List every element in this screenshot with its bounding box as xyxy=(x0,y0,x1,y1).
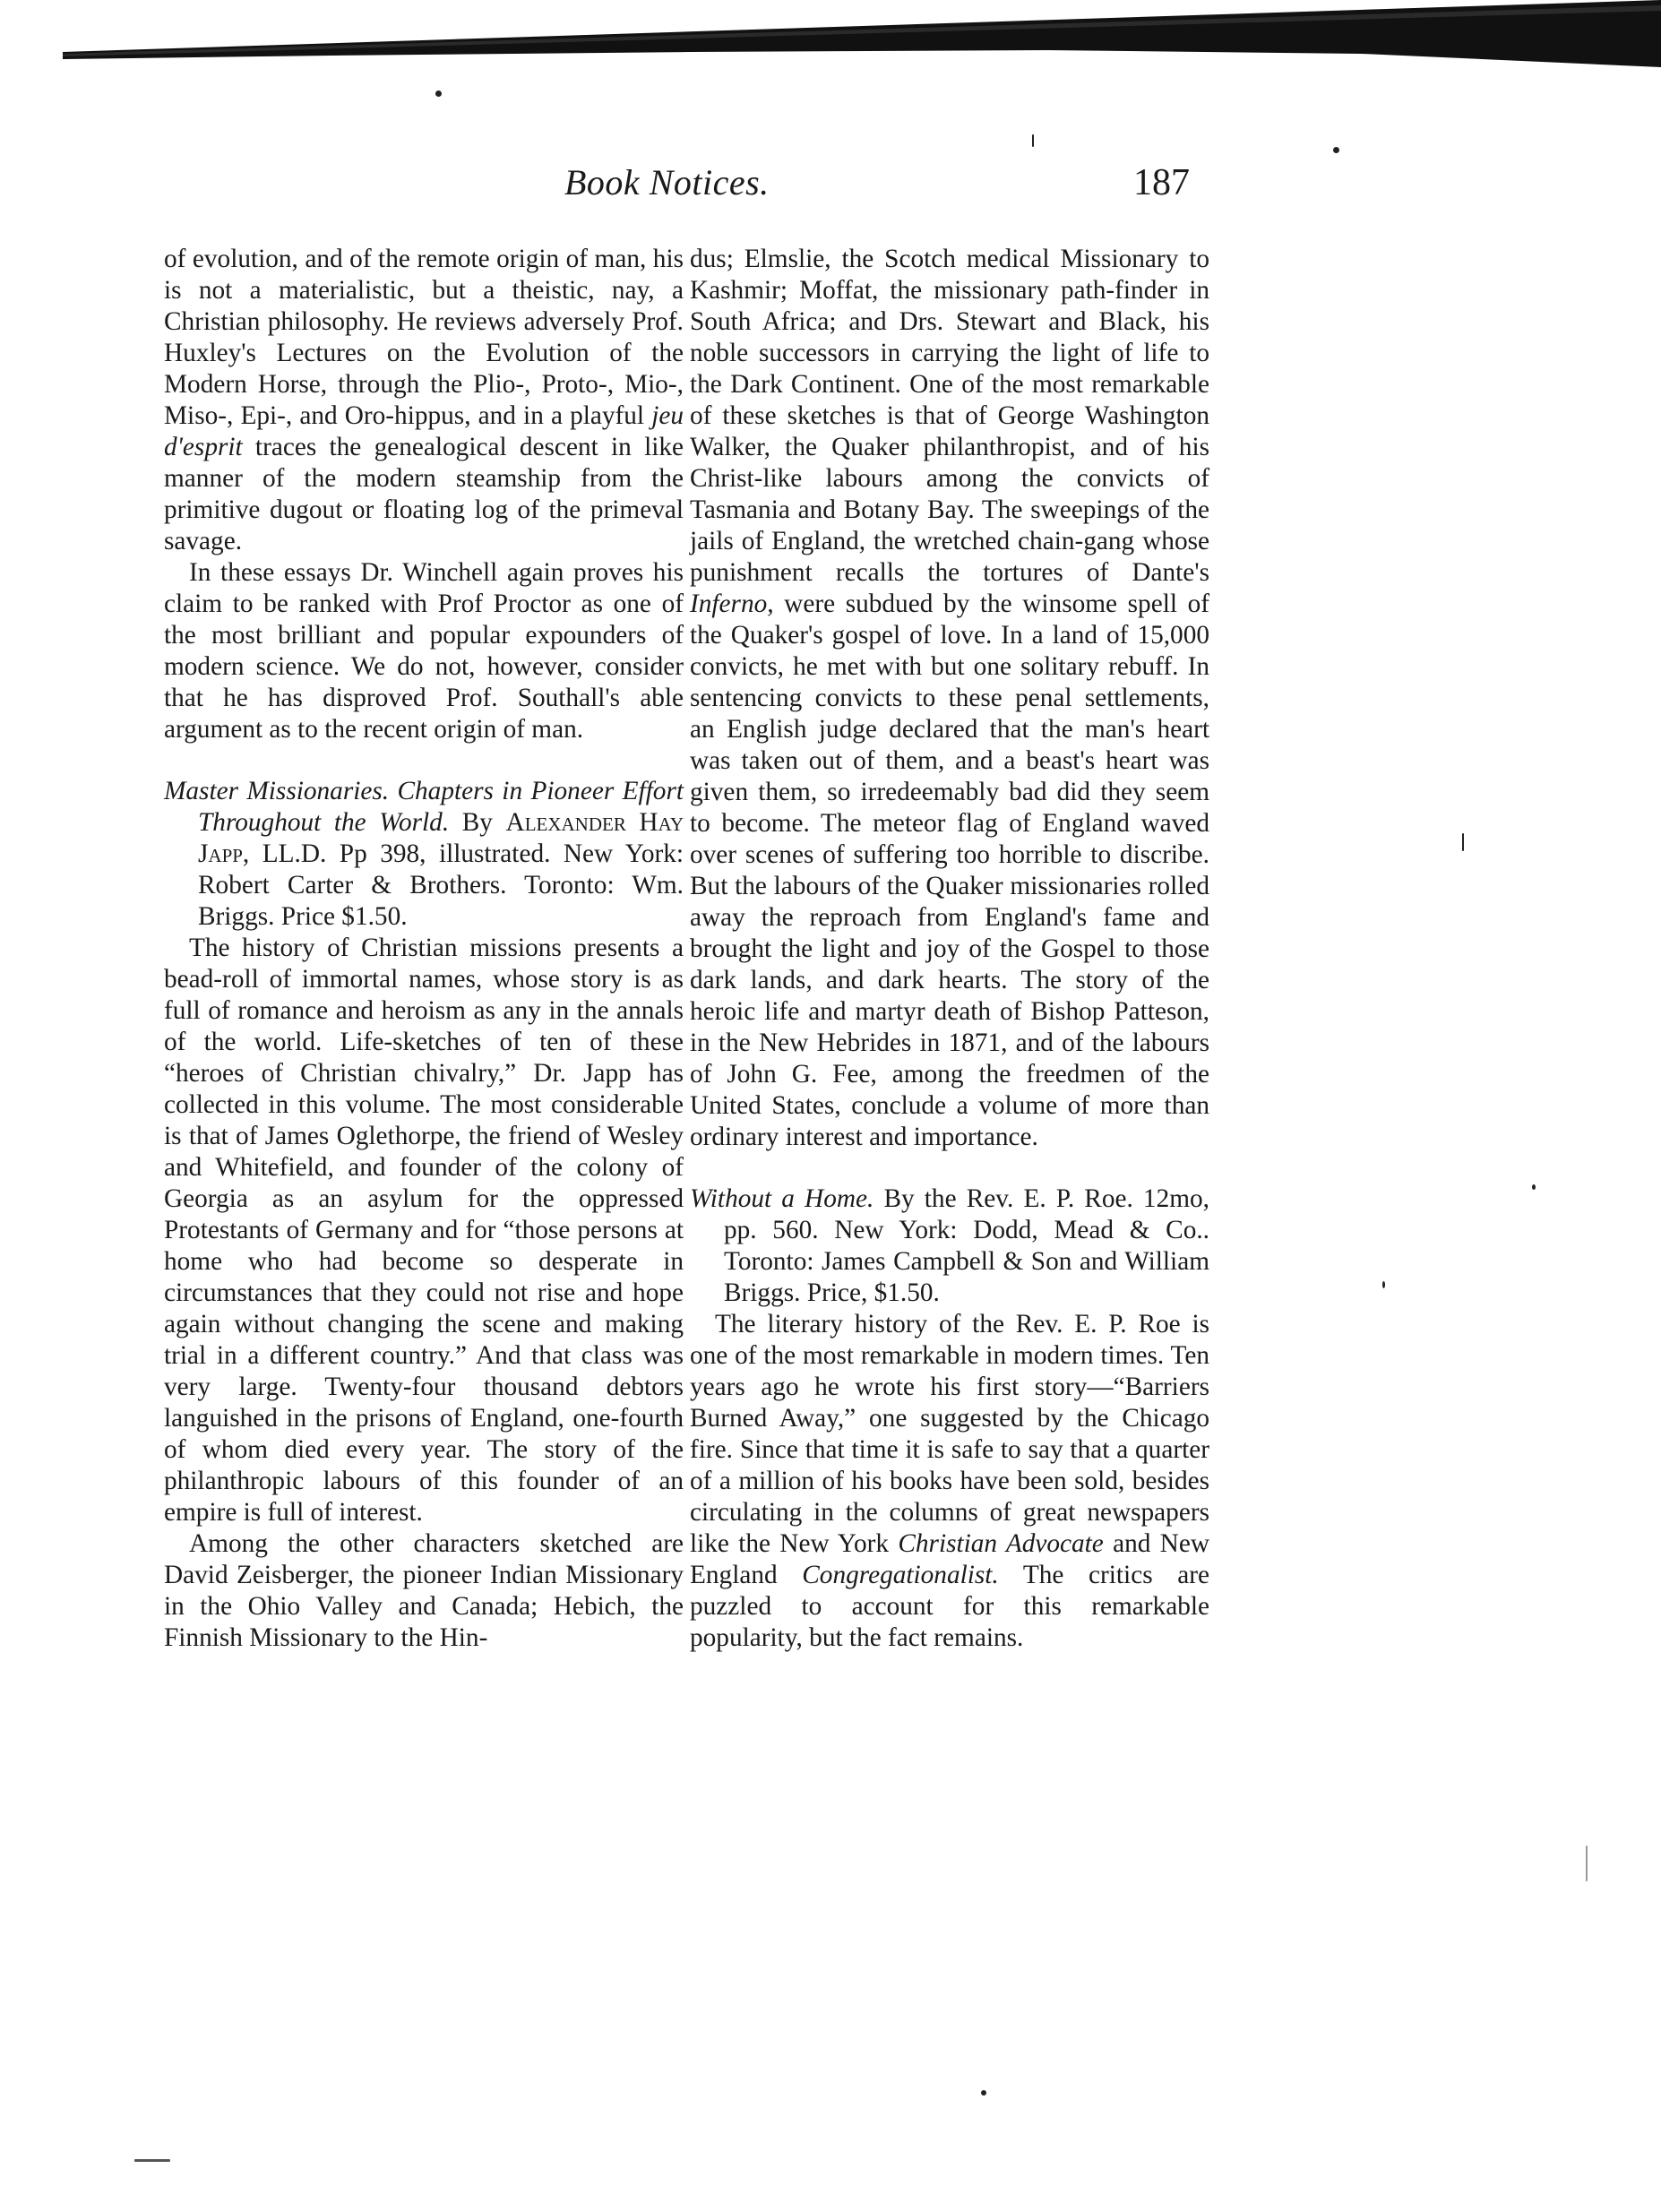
paragraph: In these essays Dr. Winchell again proves his claim to be ranked with Prof Proctor as one of the most brilliant and popular expounders of modern science. We do not, however, consider that he has disproved Prof. Southall's able argument as to the recent origin of man. xyxy=(164,558,684,744)
book-notice-heading: Master Missionaries. Chapters in Pioneer Effort Throughout the World. By Alexander Hay Japp, LL.D. Pp 398, illustrated. New York: Robert Carter & Brothers. Toronto: Wm. Briggs. Price $1.50. xyxy=(164,777,684,931)
running-title: Book Notices. xyxy=(564,162,770,202)
paragraph: of evolution, and of the remote origin of man, his is not a materialistic, but a theistic, nay, a Christian philosophy. He reviews adversely Prof. Huxley's Lectures on the Evolution of the Modern Horse, through the Plio-, Proto-, Mio-, Miso-, Epi-, and Oro-hippus, and in a playful jeu d'esprit traces the genealogical descent in like manner of the modern steamship from the primitive dugout or floating log of the primeval savage. xyxy=(164,245,684,555)
scan-speck xyxy=(1333,147,1339,153)
paragraph: The literary history of the Rev. E. P. Roe is one of the most remarkable in modern times. Ten years ago he wrote his first story—“Barriers Burned Away,” one suggested by the Chicago fire. Since that time it is safe to say that a quarter of a million of his books have been sold, besides circulating in the columns of great newspapers like the New York Christian Advocate and New England Congregationalist. The critics are puzzled to account for this remarkable popularity, but the fact remains. xyxy=(690,1310,1209,1652)
left-column xyxy=(164,244,684,1654)
scan-speck xyxy=(134,2159,170,2162)
book-title: Without a Home. xyxy=(690,1184,874,1213)
book-author: Alexander Hay Japp, LL.D. xyxy=(198,808,684,868)
scan-speck xyxy=(1586,1846,1588,1881)
page-header xyxy=(0,161,1661,224)
italic-phrase: jeu d'esprit xyxy=(164,401,684,461)
paragraph: Among the other characters sketched are David Zeisberger, the pioneer Indian Missionary in the Ohio Valley and Canada; Hebich, the Finnish Missionary to the Hin- xyxy=(164,1529,684,1652)
page-number: 187 xyxy=(1133,162,1190,203)
scan-speck xyxy=(1532,1184,1536,1190)
book-notice-heading xyxy=(690,1183,1209,1309)
italic-phrase: Congregationalist. xyxy=(802,1561,999,1589)
italic-phrase: Christian Advocate xyxy=(898,1529,1104,1558)
book-details: Pp 398, illustrated. New York: Robert Carter & Brothers. Toronto: Wm. Briggs. Price $1.50. xyxy=(198,839,684,931)
right-column xyxy=(690,244,1209,1654)
paragraph: The history of Christian missions presents a bead-roll of immortal names, whose story is as full of romance and heroism as any in the annals of the world. Life-sketches of ten of these “heroes of Christian chivalry,” Dr. Japp has collected in this volume. The most considerable is that of James Oglethorpe, the friend of Wesley and Whitefield, and founder of the colony of Georgia as an asylum for the oppressed Protestants of Germany and for “those persons at home who had become so desperate in circumstances that they could not rise and hope again without changing the scene and making trial in a different country.” And that class was very large. Twenty-four thousand debtors languished in the prisons of England, one-fourth of whom died every year. The story of the philanthropic labours of this founder of an empire is full of interest. xyxy=(164,934,684,1527)
book-title: Master Missionaries. Chapters in Pioneer Effort Throughout the World. xyxy=(164,777,684,837)
scan-speck xyxy=(1032,134,1034,147)
scan-edge-bar xyxy=(63,0,1661,70)
scan-speck xyxy=(981,2090,986,2096)
scan-speck xyxy=(1382,1281,1385,1288)
italic-phrase: Inferno, xyxy=(690,590,774,618)
scan-speck xyxy=(1462,833,1464,851)
book-details: By the Rev. E. P. Roe. 12mo, pp. 560. New York: Dodd, Mead & Co.. Toronto: James Campbell & Son and William Briggs. Price, $1.50. xyxy=(724,1184,1209,1307)
scan-speck xyxy=(435,90,442,97)
paragraph: dus; Elmslie, the Scotch medical Missionary to Kashmir; Moffat, the missionary path-finder in South Africa; and Drs. Stewart and Black, his noble successors in carrying the light of life to the Dark Continent. One of the most remarkable of these sketches is that of George Washington Walker, the Quaker philanthropist, and of his Christ-like labours among the convicts of Tasmania and Botany Bay. The sweepings of the jails of England, the wretched chain-gang whose punishment recalls the tortures of Dante's Inferno, were subdued by the winsome spell of the Quaker's gospel of love. In a land of 15,000 convicts, he met with but one solitary rebuff. In sentencing convicts to these penal settlements, an English judge declared that the man's heart was taken out of them, and a beast's heart was given them, so irredeemably bad did they seem to become. The meteor flag of England waved over scenes of suffering too horrible to discribe. But the labours of the Quaker missionaries rolled away the reproach from England's fame and brought the light and joy of the Gospel to those dark lands, and dark hearts. The story of the heroic life and martyr death of Bishop Patteson, in the New Hebrides in 1871, and of the labours of John G. Fee, among the freedmen of the United States, conclude a volume of more than ordinary interest and importance. xyxy=(690,245,1209,1151)
